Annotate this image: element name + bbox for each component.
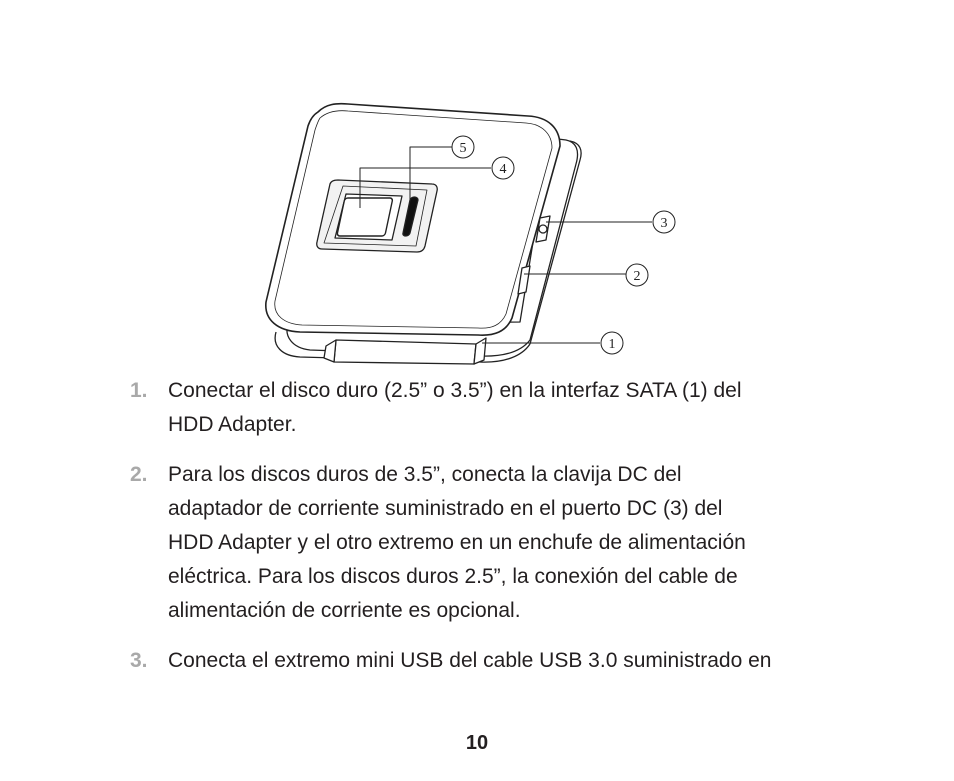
svg-text:1: 1 [608, 337, 616, 352]
step-text-line: Conecta el extremo mini USB del cable USB 3.0 suministrado en [168, 649, 772, 672]
svg-text:2: 2 [633, 269, 641, 284]
step-text [168, 374, 870, 442]
step-text [168, 458, 870, 628]
svg-text:5: 5 [459, 141, 467, 156]
callout-1 [601, 332, 623, 354]
instruction-step-3 [130, 644, 870, 678]
svg-text:4: 4 [499, 162, 507, 177]
step-number: 3. [130, 649, 148, 672]
step-number: 2. [130, 463, 148, 486]
instruction-step-1 [130, 374, 870, 442]
sata-connector [334, 340, 476, 364]
step-text-line: Para los discos duros de 3.5”, conecta la clavija DC del [168, 463, 682, 486]
step-text [168, 644, 870, 678]
callout-5 [452, 136, 474, 158]
step-text-line: Conectar el disco duro (2.5” o 3.5”) en la interfaz SATA (1) del [168, 379, 742, 402]
instruction-step-2 [130, 458, 870, 628]
svg-text:3: 3 [660, 216, 668, 231]
callout-3 [653, 211, 675, 233]
step-text-line: HDD Adapter y el otro extremo en un enchufe de alimentación [168, 531, 746, 554]
callout-2 [626, 264, 648, 286]
step-text-line: adaptador de corriente suministrado en el puerto DC (3) del [168, 497, 723, 520]
page-number: 10 [465, 732, 489, 754]
hdd-adapter-illustration [0, 0, 954, 370]
step-text-line: HDD Adapter. [168, 413, 297, 436]
step-text-line: alimentación de corriente es opcional. [168, 599, 521, 622]
callout-4 [492, 157, 514, 179]
power-led [337, 198, 393, 236]
step-number: 1. [130, 379, 148, 402]
step-text-line: eléctrica. Para los discos duros 2.5”, la conexión del cable de [168, 565, 738, 588]
